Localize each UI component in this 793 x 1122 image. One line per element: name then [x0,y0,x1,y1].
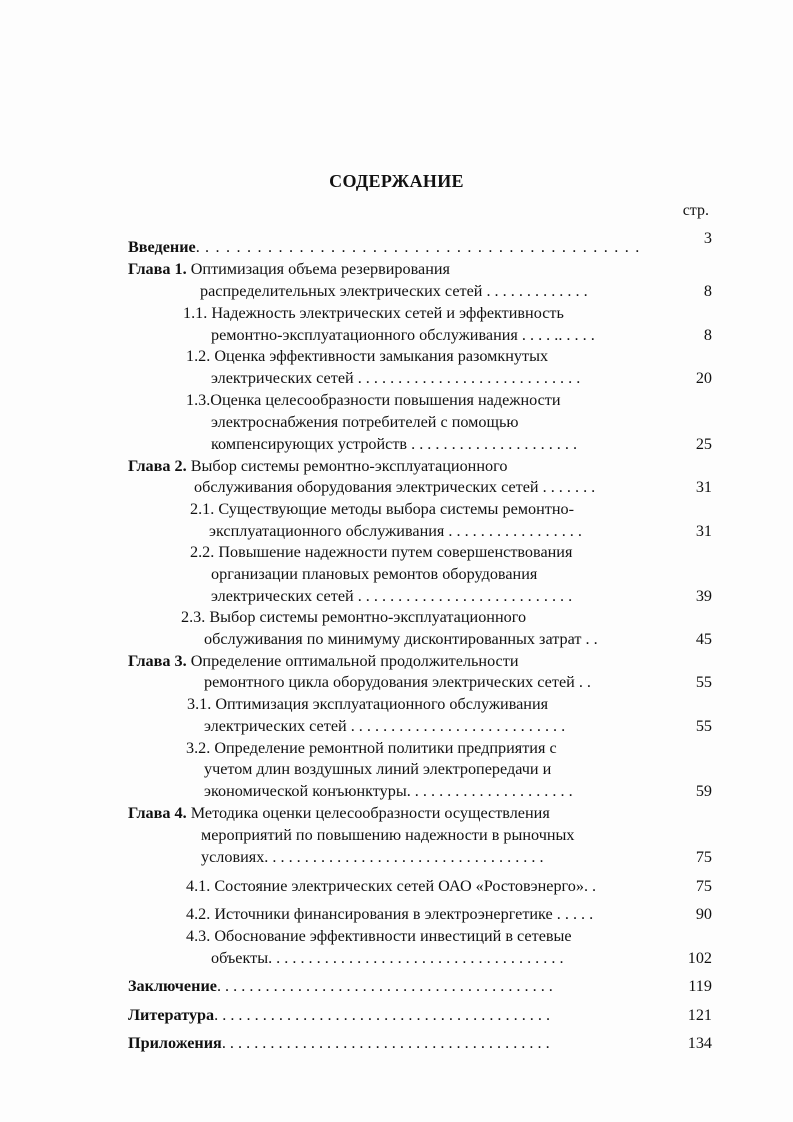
toc-lead: Введение [128,238,196,256]
toc-line-references [128,1004,550,1026]
toc-page-number: 75 [695,877,712,895]
toc-line-section-2-1-cont: эксплуатационного обслуживания . . . . . . . . . . . . . . . . . [209,522,582,540]
toc-line-section-2-2-cont2: электрических сетей . . . . . . . . . . . . . . . . . . . . . . . . . . . [211,587,573,605]
toc-lead: Глава 1. [128,260,187,278]
toc-text: . [195,238,200,256]
toc-page-number: 75 [695,848,712,866]
toc-page-number: 8 [703,282,712,300]
toc-page-number: 102 [687,949,712,967]
toc-lead: Глава 3. [128,652,187,670]
toc-line-section-2-3-cont: обслуживания по минимуму дисконтированных затрат . . [204,630,598,648]
toc-line-section-3-2-cont2: экономической конъюнктуры. . . . . . . . . . . . . . . . . . . . . [204,782,573,800]
toc-text: . . . . . . . . . . . . . . . . . . . . . . . . . . . . . . . . . . . . . . . . . . [214,1006,551,1024]
toc-line-section-1-2-cont: электрических сетей . . . . . . . . . . . . . . . . . . . . . . . . . . . . [211,369,581,387]
toc-page-number: 134 [687,1034,712,1052]
toc-line-chapter-1-cont: распределительных электрических сетей . . . . . . . . . . . . . [200,282,588,300]
toc-line-section-1-3: 1.3.Оценка целесообразности повышения надежности [186,391,561,409]
toc-line-section-2-2: 2.2. Повышение надежности путем совершенствования [190,543,573,561]
toc-line-section-4-3-cont: объекты. . . . . . . . . . . . . . . . . . . . . . . . . . . . . . . . . . . . . [211,949,564,967]
toc-line-conclusion [128,975,553,997]
toc-page-number: 59 [695,782,712,800]
toc-line-chapter-4-cont: мероприятий по повышению надежности в рыночных [201,826,575,844]
toc-page-number: 3 [703,229,712,247]
toc-line-section-4-2: 4.2. Источники финансирования в электроэнергетике . . . . . [186,905,594,923]
toc-page-number: 45 [695,630,712,648]
toc-text: . . . . . . . . . . . . . . . . . . . . . . . . . . . . . . . . . . . . . . . . . [221,1034,550,1052]
toc-lead: Литература [128,1006,215,1024]
toc-line-chapter-3 [128,650,518,672]
toc-page-number: 25 [695,435,712,453]
toc-line-chapter-4 [128,802,550,824]
toc-line-section-2-3: 2.3. Выбор системы ремонтно-эксплуатационного [181,608,527,626]
toc-line-introduction: Введение. . . . . . . . . . . . . . . . . . . . . . . . . . . . . . . . . . . . . . . . . . . [128,238,641,256]
toc-line-chapter-3-cont: ремонтного цикла оборудования электрических сетей . . [204,673,591,691]
toc-line-section-1-1-cont: ремонтно-эксплуатационного обслуживания . . . . .. . . . . [211,326,595,344]
toc-lead: Глава 2. [128,457,187,475]
toc-line-chapter-2-cont: обслуживания оборудования электрических сетей . . . . . . . [194,478,596,496]
toc-line-section-4-1: 4.1. Состояние электрических сетей ОАО «Ростовэнерго». . [186,877,597,895]
toc-line-section-4-3: 4.3. Обоснование эффективности инвестиций в сетевые [186,927,572,945]
toc-line-section-3-2-cont: учетом длин воздушных линий электропередачи и [204,760,552,778]
toc-text: Определение оптимальной продолжительности [186,652,519,670]
toc-page-number: 39 [695,587,712,605]
toc-page-number: 55 [695,673,712,691]
toc-line-appendices [128,1032,550,1054]
toc-line-section-1-2: 1.2. Оценка эффективности замыкания разомкнутых [186,347,549,365]
toc-text: Выбор системы ремонтно-эксплуатационного [186,457,508,475]
toc-lead: Заключение [128,977,217,995]
toc-text: . . . . . . . . . . . . . . . . . . . . . . . . . . . . . . . . . . . . . . . . . . [216,977,553,995]
toc-page-number: 119 [688,977,712,995]
toc-page-number: 121 [687,1006,712,1024]
toc-page-number: 31 [695,478,712,496]
toc-line-section-3-1-cont: электрических сетей . . . . . . . . . . . . . . . . . . . . . . . . . . . [204,717,566,735]
toc-page-number: 8 [703,326,712,344]
toc-page-number: 31 [695,522,712,540]
toc-line-section-1-1: 1.1. Надежность электрических сетей и эффективность [183,304,564,322]
toc-line-section-1-3-cont: электроснабжения потребителей с помощью [211,413,519,431]
toc-page-number: 90 [695,905,712,923]
toc-lead: Глава 4. [128,804,187,822]
toc-line-section-1-3-cont2: компенсирующих устройств . . . . . . . . . . . . . . . . . . . . . [211,435,578,453]
page-title: СОДЕРЖАНИЕ [329,171,464,191]
toc-line-section-2-1: 2.1. Существующие методы выбора системы ремонтно- [190,500,574,518]
toc-page-number: 20 [695,369,712,387]
toc-line-chapter-1 [128,258,450,280]
toc-line-section-3-2: 3.2. Определение ремонтной политики предприятия с [186,739,557,757]
toc-line-chapter-4-cont2: условиях. . . . . . . . . . . . . . . . . . . . . . . . . . . . . . . . . . . [201,848,544,866]
toc-line-section-3-1: 3.1. Оптимизация эксплуатационного обслуживания [187,695,549,713]
toc-line-chapter-2 [128,455,507,477]
toc-lead: Приложения [128,1034,222,1052]
toc-text: Оптимизация объема резервирования [186,260,450,278]
toc-text: Методика оценки целесообразности осуществления [186,804,550,822]
page-column-label: стр. [682,202,709,219]
toc-page-number: 55 [695,717,712,735]
toc-line-section-2-2-cont: организации плановых ремонтов оборудования [211,565,538,583]
